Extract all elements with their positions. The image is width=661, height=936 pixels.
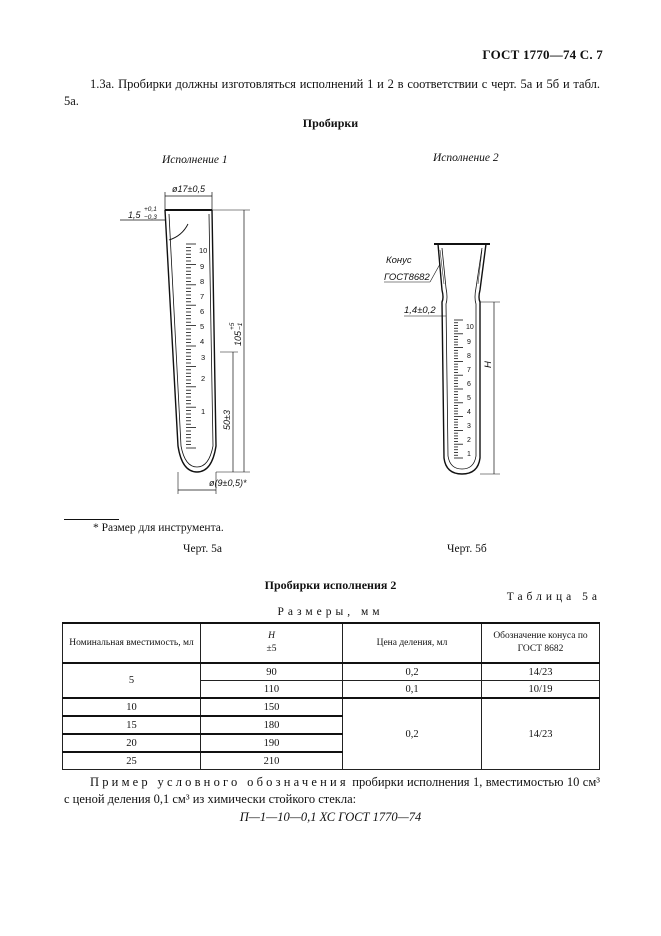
test-tube-drawing-1 bbox=[110, 178, 280, 500]
scale-label: 7 bbox=[200, 292, 205, 301]
scale-label: 6 bbox=[467, 381, 471, 388]
scale-label: 3 bbox=[467, 423, 471, 430]
scale-label: 5 bbox=[467, 395, 471, 402]
table-label: Таблица 5а bbox=[506, 591, 601, 603]
bottom-diameter-dim: ø(9±0,5)* bbox=[209, 478, 247, 488]
partial-height-dim: 50±3 bbox=[222, 410, 232, 430]
header-h bbox=[201, 623, 343, 663]
scale-label: 1 bbox=[201, 407, 206, 416]
cell-capacity: 5 bbox=[63, 663, 201, 698]
footnote: * Размер для инструмента. bbox=[93, 522, 224, 534]
figure-1-caption: Черт. 5а bbox=[183, 543, 222, 555]
height-dim: 105 bbox=[233, 330, 243, 346]
cell-h: 90 bbox=[201, 663, 343, 681]
scale-label: 9 bbox=[467, 339, 471, 346]
scale-label: 7 bbox=[467, 367, 471, 374]
cell-cone: 10/19 bbox=[482, 681, 600, 699]
scale-label: 10 bbox=[199, 246, 208, 255]
height-tol-lower: −1 bbox=[237, 322, 244, 330]
table-subtitle: Размеры, мм bbox=[277, 606, 384, 618]
intro-paragraph bbox=[64, 76, 600, 110]
table-row bbox=[63, 698, 600, 716]
header-cone: Обозначение конуса по ГОСТ 8682 bbox=[482, 623, 600, 663]
scale-label: 1 bbox=[467, 451, 471, 458]
cell-cone-merged: 14/23 bbox=[482, 698, 600, 770]
wall-tol-lower: −0,3 bbox=[144, 214, 157, 221]
cell-capacity: 25 bbox=[63, 752, 201, 770]
test-tube-drawing-2 bbox=[370, 236, 520, 486]
example-designation: П—1—10—0,1 ХС ГОСТ 1770—74 bbox=[239, 810, 422, 824]
cell-capacity: 15 bbox=[63, 716, 201, 734]
wall-thickness-dim: 1,4±0,2 bbox=[404, 305, 436, 316]
footnote-divider bbox=[64, 519, 119, 520]
table-header-row bbox=[63, 623, 600, 663]
table-title: Пробирки исполнения 2 bbox=[264, 578, 397, 592]
cell-capacity: 20 bbox=[63, 734, 201, 752]
cell-division-merged: 0,2 bbox=[343, 698, 482, 770]
scale-label: 9 bbox=[200, 262, 205, 271]
scale-label: 5 bbox=[200, 322, 205, 331]
wall-thickness-dim: 1,5 bbox=[128, 210, 141, 220]
cell-h: 150 bbox=[201, 698, 343, 716]
cell-h: 210 bbox=[201, 752, 343, 770]
wall-tol-upper: +0,1 bbox=[144, 206, 157, 213]
cell-h: 190 bbox=[201, 734, 343, 752]
scale-label: 6 bbox=[200, 307, 205, 316]
scale-label: 4 bbox=[467, 409, 471, 416]
cell-capacity: 10 bbox=[63, 698, 201, 716]
dimensions-table bbox=[62, 622, 600, 770]
cone-standard-label: ГОСТ8682 bbox=[384, 272, 430, 283]
scale-label: 8 bbox=[467, 353, 471, 360]
scale-label: 10 bbox=[466, 324, 474, 331]
header-h-tol: ±5 bbox=[266, 644, 277, 654]
cell-division: 0,1 bbox=[343, 681, 482, 699]
figure-1-title: Исполнение 1 bbox=[162, 154, 228, 166]
cell-division: 0,2 bbox=[343, 663, 482, 681]
height-h-dim: H bbox=[483, 361, 494, 368]
table-row bbox=[63, 663, 600, 681]
scale-label: 2 bbox=[467, 437, 471, 444]
cell-cone: 14/23 bbox=[482, 663, 600, 681]
header-capacity: Номинальная вместимость, мл bbox=[63, 623, 201, 663]
intro-text: 1.3а. Пробирки должны изготовляться исполнений 1 и 2 в соответствии с черт. 5а и 5б и табл. 5а. bbox=[64, 77, 600, 108]
header-division: Цена деления, мл bbox=[343, 623, 482, 663]
example-lead: Пример условного обозначения bbox=[90, 775, 349, 789]
figure-2-title: Исполнение 2 bbox=[433, 152, 499, 164]
header-h-name: H bbox=[268, 631, 275, 641]
example-text: пробирки исполнения 1, вместимостью 10 см³ с ценой деления 0,1 см³ из химически стойкого стекла: bbox=[64, 775, 601, 806]
example-paragraph bbox=[64, 774, 600, 808]
section-title: Пробирки bbox=[302, 116, 359, 130]
cone-label: Конус bbox=[386, 255, 412, 266]
page-header: ГОСТ 1770—74 С. 7 bbox=[482, 47, 603, 62]
figure-2-caption: Черт. 5б bbox=[447, 543, 487, 555]
scale-label: 8 bbox=[200, 277, 205, 286]
scale-label: 4 bbox=[200, 337, 205, 346]
scale-label: 2 bbox=[201, 374, 206, 383]
cell-h: 110 bbox=[201, 681, 343, 699]
height-tol-upper: +5 bbox=[229, 322, 236, 330]
top-diameter-dim: ø17±0,5 bbox=[172, 184, 205, 194]
cell-h: 180 bbox=[201, 716, 343, 734]
scale-label: 3 bbox=[201, 353, 206, 362]
